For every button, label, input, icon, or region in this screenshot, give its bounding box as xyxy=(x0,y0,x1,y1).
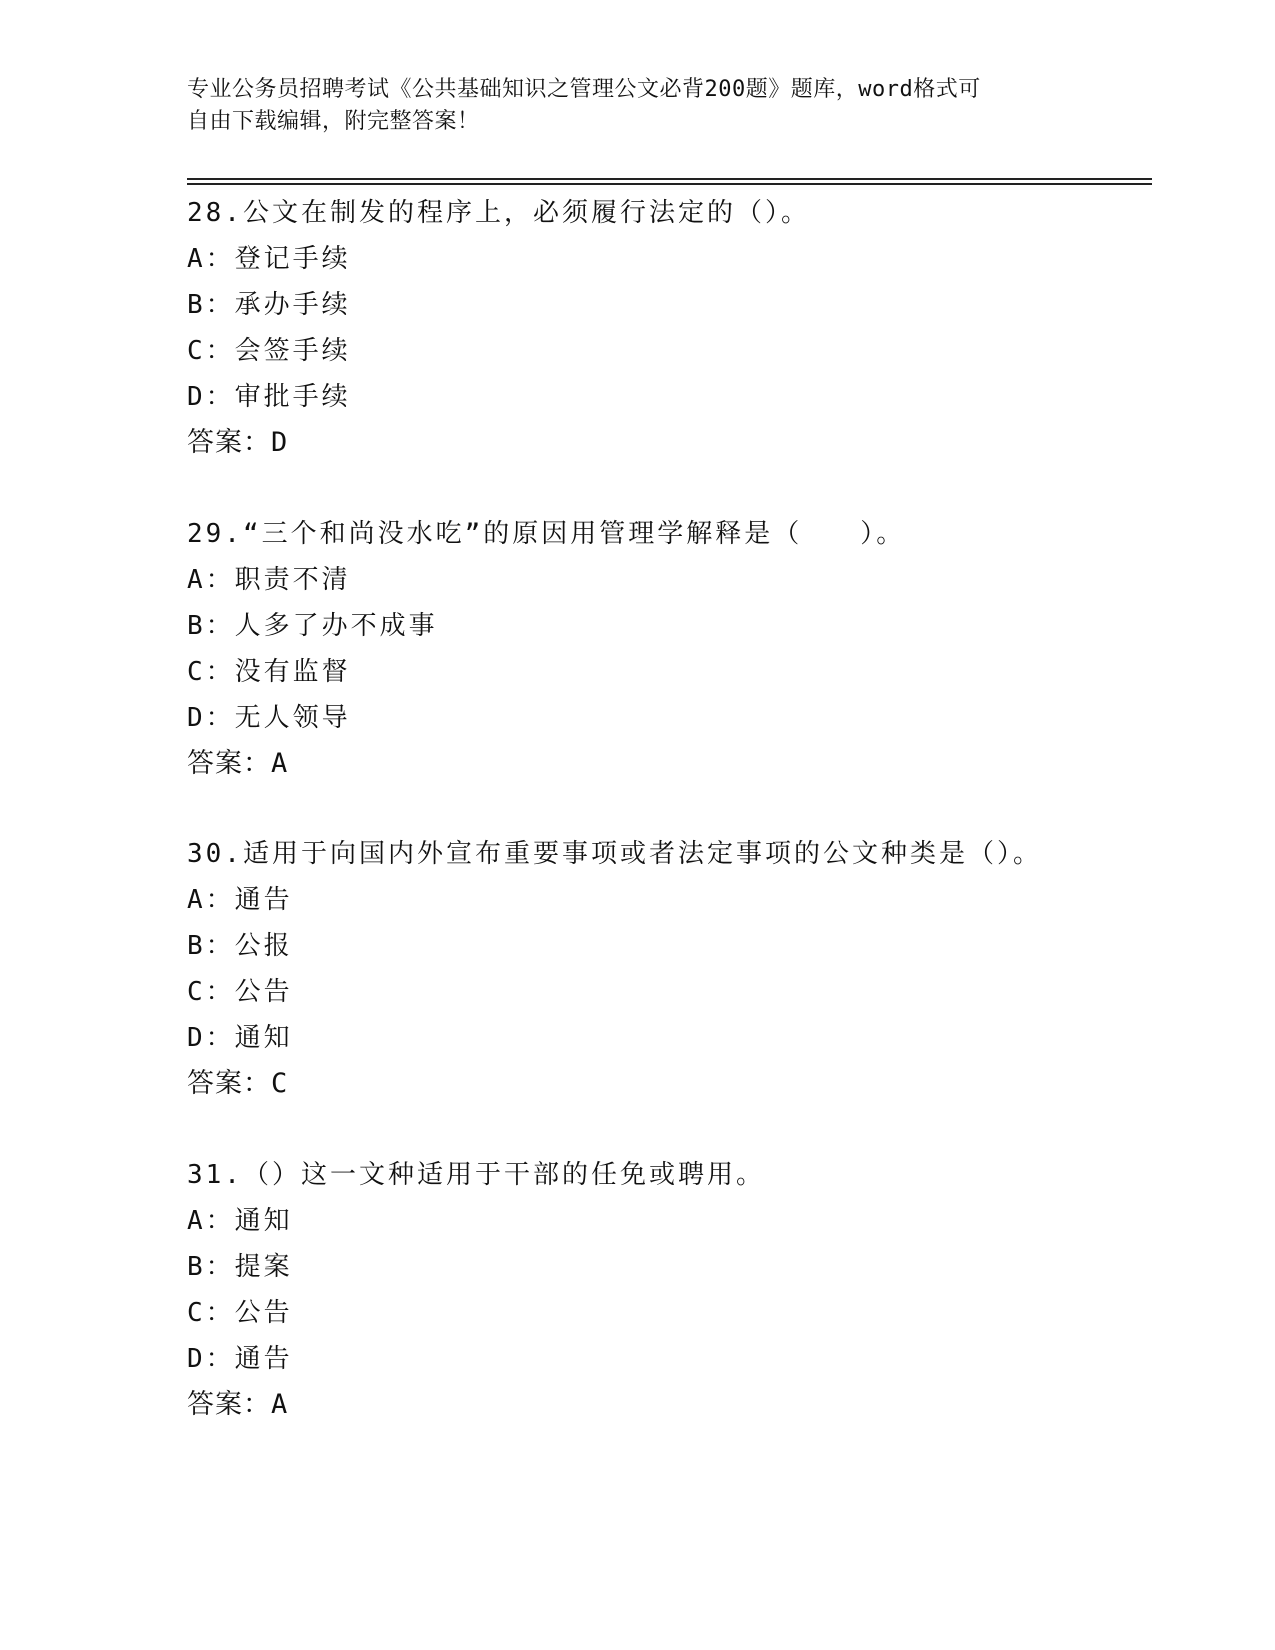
answer-label: 答案： xyxy=(187,1068,271,1099)
answer-line xyxy=(187,1382,1147,1428)
answer-value: A xyxy=(271,1389,288,1420)
header-line-2: 自由下载编辑，附完整答案！ xyxy=(187,109,480,134)
option-d: D：无人领导 xyxy=(187,703,351,733)
answer-line xyxy=(187,1061,1147,1107)
header-line-1: 专业公务员招聘考试《公共基础知识之管理公文必背200题》题库，word格式可 xyxy=(187,77,981,102)
answer-label: 答案： xyxy=(187,748,271,779)
option-a: A：通告 xyxy=(187,885,293,915)
answer-label: 答案： xyxy=(187,427,271,458)
question-30 xyxy=(187,831,1147,1107)
option-c: C：公告 xyxy=(187,977,293,1007)
document-header xyxy=(187,74,1067,138)
question-stem: 31.（）这一文种适用于干部的任免或聘用。 xyxy=(187,1160,765,1190)
header-divider-top xyxy=(187,178,1152,180)
question-stem: 30.适用于向国内外宣布重要事项或者法定事项的公文种类是（）。 xyxy=(187,839,1042,869)
answer-value: D xyxy=(271,427,288,458)
option-a: A：职责不清 xyxy=(187,565,351,595)
answer-value: A xyxy=(271,748,288,779)
question-31 xyxy=(187,1152,1147,1428)
question-28 xyxy=(187,190,1147,466)
option-b: B：提案 xyxy=(187,1252,293,1282)
option-d: D：审批手续 xyxy=(187,382,351,412)
option-d: D：通知 xyxy=(187,1023,293,1053)
option-c: C：公告 xyxy=(187,1298,293,1328)
option-a: A：通知 xyxy=(187,1206,293,1236)
answer-value: C xyxy=(271,1068,288,1099)
option-b: B：公报 xyxy=(187,931,293,961)
option-c: C：会签手续 xyxy=(187,336,351,366)
question-stem: 29.“三个和尚没水吃”的原因用管理学解释是（ ）。 xyxy=(187,519,906,549)
question-stem: 28.公文在制发的程序上，必须履行法定的（）。 xyxy=(187,198,810,228)
option-d: D：通告 xyxy=(187,1344,293,1374)
option-c: C：没有监督 xyxy=(187,657,351,687)
answer-line xyxy=(187,741,1147,787)
option-b: B：人多了办不成事 xyxy=(187,611,438,641)
option-a: A：登记手续 xyxy=(187,244,351,274)
option-b: B：承办手续 xyxy=(187,290,351,320)
question-29 xyxy=(187,511,1147,787)
answer-line xyxy=(187,420,1147,466)
answer-label: 答案： xyxy=(187,1389,271,1420)
header-divider-bottom xyxy=(187,183,1152,185)
